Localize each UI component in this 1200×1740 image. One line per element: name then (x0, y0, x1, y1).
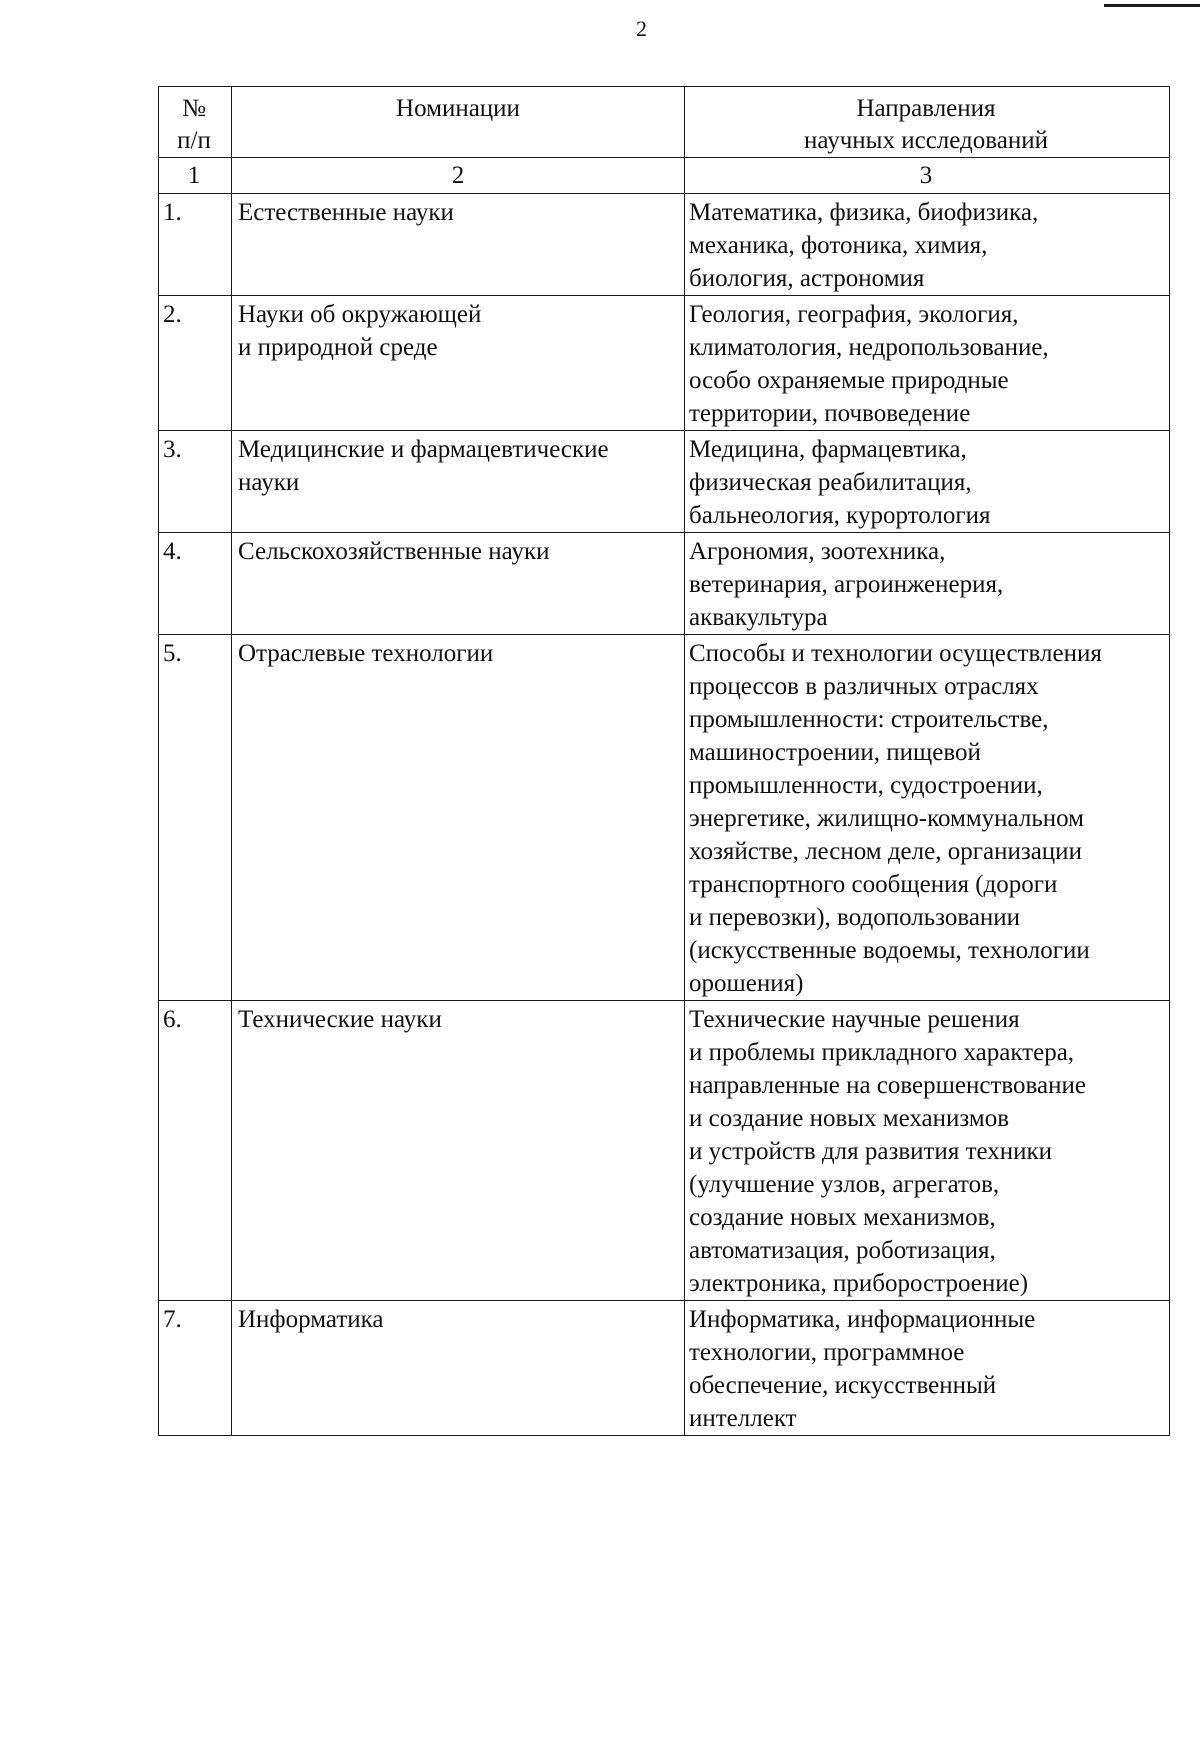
nomination-text-line: Отраслевые технологии (238, 640, 494, 667)
directions-text-line: бальнеология, курортология (689, 502, 991, 529)
directions-text-line: хозяйстве, лесном деле, организации (689, 838, 1082, 865)
directions-text-line: Математика, физика, биофизика, (689, 199, 1039, 226)
directions-text-line: промышленности: строительстве, (689, 706, 1049, 733)
directions-text-line: и создание новых механизмов (689, 1105, 1010, 1132)
row-directions-cell (685, 296, 1170, 431)
row-nomination-cell (232, 194, 685, 296)
column-number-row (159, 158, 1170, 194)
nomination-text-line: науки (238, 469, 300, 496)
nomination-text-line: Естественные науки (238, 199, 454, 226)
directions-text-line: орошения) (689, 970, 804, 997)
directions-text-line: Медицина, фармацевтика, (689, 436, 967, 463)
nomination-text-line: Сельскохозяйственные науки (238, 538, 550, 565)
directions-text-line: машиностроении, пищевой (689, 739, 981, 766)
row-nomination-cell (232, 431, 685, 533)
row-nomination-cell (232, 1301, 685, 1436)
directions-text-line: промышленности, судостроении, (689, 772, 1043, 799)
directions-text-line: (улучшение узлов, агрегатов, (689, 1171, 1000, 1198)
row-nomination-cell (232, 296, 685, 431)
column-number-2: 2 (232, 158, 685, 194)
row-number-cell: 5. (159, 635, 232, 1001)
header-number-cell (159, 87, 232, 158)
table-row (159, 635, 1170, 1001)
column-number-1: 1 (159, 158, 232, 194)
directions-text-line: интеллект (689, 1405, 797, 1432)
directions-text-line: технологии, программное (689, 1339, 965, 1366)
row-number-cell: 2. (159, 296, 232, 431)
nomination-text-line: Медицинские и фармацевтические (238, 436, 609, 463)
directions-text-line: территории, почвоведение (689, 400, 971, 427)
directions-text-line: и проблемы прикладного характера, (689, 1039, 1075, 1066)
row-nomination-cell (232, 533, 685, 635)
table-row (159, 533, 1170, 635)
table-row (159, 1001, 1170, 1301)
directions-text-line: направленные на совершенствование (689, 1072, 1086, 1099)
nomination-text-line: Информатика (238, 1306, 384, 1333)
header-nominations-label: Номинации (396, 95, 520, 122)
nomination-text-line: Науки об окружающей (238, 301, 482, 328)
row-number-cell: 7. (159, 1301, 232, 1436)
row-directions-cell (685, 1301, 1170, 1436)
nominations-table (158, 86, 1170, 1436)
directions-text-line: механика, фотоника, химия, (689, 232, 988, 259)
header-nominations-cell (232, 87, 685, 158)
directions-text-line: ветеринария, агроинженерия, (689, 571, 1004, 598)
table-row (159, 431, 1170, 533)
nomination-text-line: и природной среде (238, 334, 438, 361)
header-number-sign: № (182, 95, 206, 122)
row-number-cell: 1. (159, 194, 232, 296)
header-directions-cell (685, 87, 1170, 158)
directions-text-line: аквакультура (689, 604, 828, 631)
directions-text-line: Технические научные решения (689, 1006, 1020, 1033)
directions-text-line: энергетике, жилищно-коммунальном (689, 805, 1084, 832)
directions-text-line: климатология, недропользование, (689, 334, 1049, 361)
row-nomination-cell (232, 635, 685, 1001)
row-number-cell: 4. (159, 533, 232, 635)
row-nomination-cell (232, 1001, 685, 1301)
directions-text-line: Информатика, информационные (689, 1306, 1036, 1333)
directions-text-line: обеспечение, искусственный (689, 1372, 997, 1399)
table-row (159, 194, 1170, 296)
row-directions-cell (685, 635, 1170, 1001)
page-number: 2 (636, 16, 647, 41)
directions-text-line: создание новых механизмов, (689, 1204, 996, 1231)
table-row (159, 1301, 1170, 1436)
header-directions-line-1: Направления (856, 95, 996, 122)
row-directions-cell (685, 194, 1170, 296)
header-number-abbrev: п/п (177, 127, 211, 154)
row-directions-cell (685, 1001, 1170, 1301)
table-row (159, 296, 1170, 431)
directions-text-line: электроника, приборостроение) (689, 1270, 1029, 1297)
directions-text-line: и устройств для развития техники (689, 1138, 1053, 1165)
directions-text-line: автоматизация, роботизация, (689, 1237, 996, 1264)
directions-text-line: и перевозки), водопользовании (689, 904, 1021, 931)
directions-text-line: Агрономия, зоотехника, (689, 538, 946, 565)
header-directions-line-2: научных исследований (804, 127, 1048, 154)
directions-text-line: физическая реабилитация, (689, 469, 972, 496)
table-header-row (159, 87, 1170, 158)
directions-text-line: особо охраняемые природные (689, 367, 1009, 394)
directions-text-line: Способы и технологии осуществления (689, 640, 1102, 667)
directions-text-line: Геология, география, экология, (689, 301, 1019, 328)
row-number-cell: 6. (159, 1001, 232, 1301)
row-number-cell: 3. (159, 431, 232, 533)
directions-text-line: биология, астрономия (689, 265, 925, 292)
nomination-text-line: Технические науки (238, 1006, 442, 1033)
row-directions-cell (685, 431, 1170, 533)
row-directions-cell (685, 533, 1170, 635)
column-number-3: 3 (685, 158, 1170, 194)
directions-text-line: транспортного сообщения (дороги (689, 871, 1058, 898)
directions-text-line: (искусственные водоемы, технологии (689, 937, 1090, 964)
scan-edge-mark (1104, 4, 1200, 7)
directions-text-line: процессов в различных отраслях (689, 673, 1039, 700)
